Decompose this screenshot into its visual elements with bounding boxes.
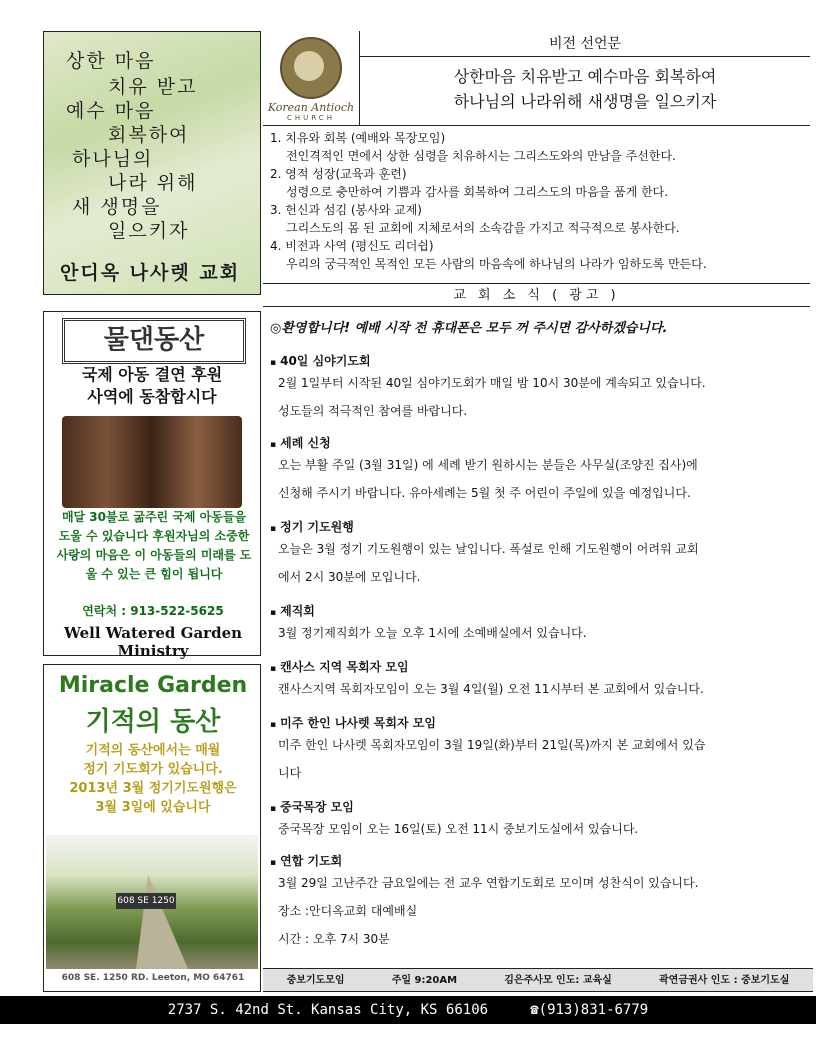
news-heading: ▪ 캔사스 지역 목회자 모임 [270, 658, 790, 675]
logo-name: Korean Antioch [267, 101, 355, 114]
news-heading: ▪ 세례 신청 [270, 434, 790, 451]
vision-item-head: 2. 영적 성장(교육과 훈련) [270, 167, 407, 181]
news-line: 미주 한인 나사렛 목회자모임이 3월 19일(화)부터 21일(목)까지 본 교회에서 있습 [278, 738, 706, 752]
news-line: 시간 : 오후 7시 30분 [278, 932, 390, 946]
ad1-sub-line: 사역에 동참합시다 [87, 387, 217, 406]
ad2-title: Miracle Garden [58, 673, 248, 698]
ad1-contact: 연락처 : 913-522-5625 [82, 604, 224, 618]
mailbox-sign: 608 SE 1250 [116, 893, 176, 909]
news-item [270, 352, 790, 425]
news-heading: ▪ 제직회 [270, 602, 790, 619]
news-item [270, 852, 790, 953]
news-line: 캔사스지역 목회자모임이 오는 3월 4일(월) 오전 11시부터 본 교회에서 있습니다. [278, 682, 704, 696]
news-line: 3월 정기제직회가 오늘 오후 1시에 소예배실에서 있습니다. [278, 626, 587, 640]
ad1-subheading [52, 364, 252, 408]
nazarene-seal-icon [280, 37, 342, 99]
news-line: 장소 :안디옥교회 대예배실 [278, 904, 418, 918]
motto-line: 회복하여 [108, 124, 190, 146]
news-item [270, 714, 790, 787]
news-line: 오는 부활 주일 (3월 31일) 에 세례 받기 원하시는 분들은 사무실(조양진 집사)에 [278, 458, 698, 472]
ad1-body: 매달 30불로 굶주린 국제 아동들을 도울 수 있습니다 후원자님의 소중한 사랑의 마음은 이 아동들의 미래를 도울 수 있는 큰 힘이 됩니다 [56, 510, 252, 581]
vision-item-desc: 우리의 궁극적인 목적인 모든 사람의 마음속에 하나님의 나라가 임하도록 만든다. [286, 257, 707, 271]
ad2-body-line: 2013년 3월 정기기도원행은 [69, 781, 237, 796]
ad-miracle-garden [43, 664, 261, 992]
church-footer [0, 996, 816, 1024]
vision-item-head: 3. 헌신과 섬김 (봉사와 교제) [270, 203, 422, 217]
children-praying-photo [62, 416, 242, 508]
vision-item-desc: 전인격적인 면에서 상한 심령을 치유하시는 그리스도와의 만남을 주선한다. [286, 149, 676, 163]
church-phone: ☎(913)831-6779 [530, 1002, 649, 1018]
news-line: 성도들의 적극적인 참여를 바랍니다. [278, 404, 468, 418]
vision-item-desc: 그리스도의 몸 된 교회에 지체로서의 소속감을 가지고 적극적으로 봉사한다. [286, 221, 680, 235]
vision-title: 비전 선언문 [360, 31, 810, 57]
ad2-body-line: 기적의 동산에서는 매월 [85, 743, 221, 758]
church-name: 안디옥 나사렛 교회 [60, 262, 241, 284]
vision-statement-line: 상한마음 치유받고 예수마음 회복하여 [453, 67, 717, 86]
news-line: 오늘은 3월 정기 기도원행이 있는 날입니다. 폭설로 인해 기도원행이 어려워 교회 [278, 542, 699, 556]
news-item [270, 658, 790, 703]
vision-item-desc: 성령으로 충만하여 기쁨과 감사를 회복하여 그리스도의 마음을 품게 한다. [286, 185, 669, 199]
prayer-meeting-leader: 김은주사모 인도: 교육실 [504, 975, 612, 986]
motto-line: 일으키자 [108, 220, 190, 242]
news-heading: ▪ 40일 심야기도회 [270, 352, 790, 369]
ad2-body-line: 정기 기도회가 있습니다. [83, 762, 223, 777]
motto-line: 나라 위해 [108, 172, 198, 194]
ad1-sub-line: 국제 아동 결연 후원 [81, 365, 223, 384]
country-road-photo [46, 835, 258, 969]
news-line: 신청해 주시기 바랍니다. 유아세례는 5월 첫 주 어린이 주일에 있을 예정입니다. [278, 486, 691, 500]
road-shape [136, 875, 188, 969]
news-item [270, 602, 790, 647]
ad2-body [52, 741, 254, 817]
news-line: 에서 2시 30분에 모입니다. [278, 570, 421, 584]
vision-statement-line: 하나님의 나라위해 새생명을 일으키자 [453, 92, 717, 111]
vision-item-head: 1. 치유와 회복 (예배와 목장모임) [270, 131, 446, 145]
ad1-heading: 물댄동산 [62, 318, 246, 364]
motto-line: 하나님의 [72, 148, 154, 170]
ad2-address: 608 SE. 1250 RD. Leeton, MO 64761 [61, 973, 245, 983]
motto-banner [43, 31, 261, 295]
news-heading: ▪ 연합 기도회 [270, 852, 790, 869]
prayer-meeting-label: 중보기도모임 [286, 975, 345, 986]
motto-line: 새 생명을 [72, 196, 162, 218]
welcome-message: ◎환영합니다! 예배 시작 전 휴대폰은 모두 꺼 주시면 감사하겠습니다. [270, 321, 668, 336]
vision-statement [360, 64, 810, 114]
news-line: 3월 29일 고난주간 금요일에는 전 교우 연합기도회로 모이며 성찬식이 있습니다. [278, 876, 699, 890]
news-line: 니다 [278, 766, 302, 780]
news-heading: ▪ 중국목장 모임 [270, 798, 790, 815]
vision-list [270, 129, 810, 273]
news-line: 2월 1일부터 시작된 40일 심야기도회가 매일 밤 10시 30분에 계속되고 있습니다. [278, 376, 706, 390]
church-logo [263, 31, 359, 125]
news-heading: ▪ 미주 한인 나사렛 목회자 모임 [270, 714, 790, 731]
news-item [270, 798, 790, 843]
news-heading: ▪ 정기 기도원행 [270, 518, 790, 535]
prayer-meeting-bar [263, 968, 813, 992]
ad2-subtitle: 기적의 동산 [85, 707, 221, 737]
news-item [270, 434, 790, 507]
motto-line: 치유 받고 [108, 76, 198, 98]
news-item [270, 518, 790, 591]
ad2-body-line: 3월 3일에 있습니다 [95, 800, 211, 815]
church-address: 2737 S. 42nd St. Kansas City, KS 66106 [167, 1002, 489, 1018]
logo-sub: CHURCH [287, 114, 335, 122]
prayer-meeting-leader: 곽연금권사 인도 : 중보기도실 [659, 975, 790, 986]
ad1-ministry-name: Well Watered Garden Ministry [63, 624, 243, 660]
ad-well-watered-garden [43, 311, 261, 660]
news-title: 교 회 소 식 ( 광고 ) [263, 283, 810, 307]
prayer-meeting-time: 주일 9:20AM [391, 975, 458, 986]
news-line: 중국목장 모임이 오는 16일(토) 오전 11시 중보기도실에서 있습니다. [278, 822, 639, 836]
motto-line: 상한 마음 [66, 50, 156, 72]
motto-line: 예수 마음 [66, 100, 156, 122]
vision-item-head: 4. 비전과 사역 (평신도 리더쉽) [270, 239, 434, 253]
